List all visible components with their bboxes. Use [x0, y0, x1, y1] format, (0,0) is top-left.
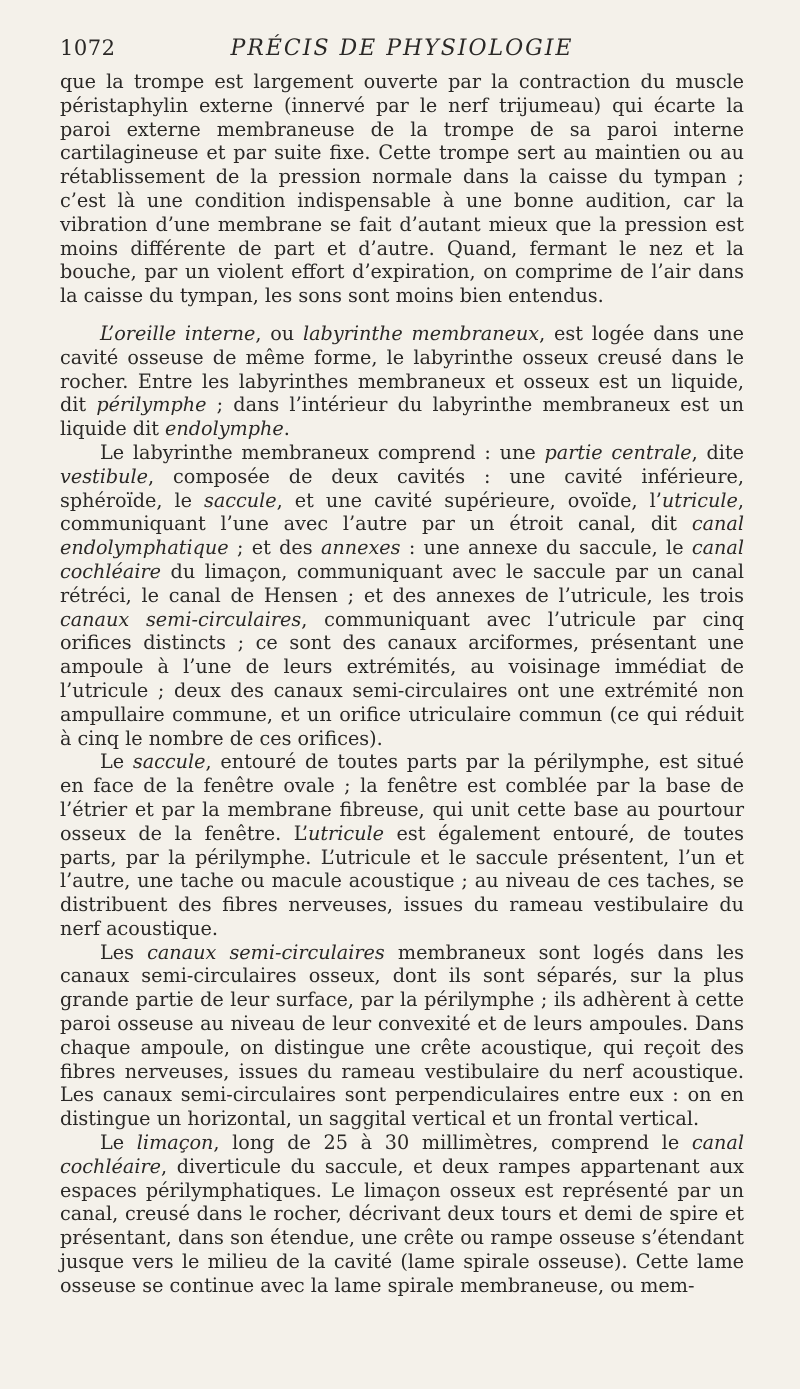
italic-term: partie centrale	[544, 440, 692, 464]
page-body	[60, 70, 744, 1298]
text-run: ; et des	[228, 536, 321, 560]
italic-term: endolymphe	[165, 417, 284, 441]
paragraph-inner-ear	[60, 322, 744, 441]
text-run: Les	[100, 940, 148, 964]
text-run: est également entouré, de toutes parts, par la périlymphe. L’utricule et le saccule présentent, l’un et l’autre, une tache ou macule acoustique ; au niveau de ces taches, se distribuent des fibres nerveuses, issues du rameau vestibulaire du nerf acoustique.	[60, 821, 744, 940]
paragraph-tympan-pressure	[60, 70, 744, 308]
italic-term: canaux semi-circulaires	[60, 607, 302, 631]
italic-term: canal cochléaire	[60, 536, 744, 583]
text-run: , entouré de toutes parts par la périlymphe, est situé en face de la fenêtre ovale ; la fenêtre est comblée par la base de l’étrier et par la membrane fibreuse, qui unit cette base au pourtour osseux de la fenêtre. L’	[60, 750, 744, 845]
paragraph-saccule	[60, 750, 744, 940]
running-title: PRÉCIS DE PHYSIOLOGIE	[230, 36, 574, 61]
page-header	[60, 36, 744, 66]
paragraph-membranous-labyrinth	[60, 441, 744, 750]
text-run: : une annexe du saccule, le	[400, 536, 692, 560]
text-run: Le	[100, 1131, 137, 1155]
italic-term: canaux semi-circulaires	[147, 940, 385, 964]
italic-term: utricule	[307, 821, 384, 845]
italic-term: périlymphe	[96, 393, 207, 417]
text-run: , dite	[691, 440, 744, 464]
text-run: ; dans l’intérieur du labyrinthe membraneux est un liquide dit	[60, 393, 744, 441]
text-run: Le labyrinthe membraneux comprend : une	[100, 440, 545, 464]
text-run: Le	[100, 750, 133, 774]
italic-term: labyrinthe membraneux	[302, 321, 540, 345]
text-run: , communiquant avec l’utricule par cinq orifices distincts ; ce sont des canaux arciformes, présentant une ampoule à l’une de leurs extrémités, au voisinage immédiat de l’utricule ; deux des canaux semi-circulaires ont une extrémité non ampullaire commune, et un orifice utriculaire commun (ce qui réduit à cinq le nombre de ces orifices).	[60, 607, 744, 750]
text-run: , ou	[255, 321, 303, 345]
italic-term: saccule	[132, 750, 206, 774]
text-run: du limaçon, communiquant avec le saccule par un canal rétréci, le canal de Hensen ; et des annexes de l’utricule, les trois	[60, 559, 744, 607]
text-run: .	[283, 417, 290, 441]
paragraph-semicircular-canals	[60, 941, 744, 1131]
text-run: , et une cavité supérieure, ovoïde, l’	[276, 488, 662, 512]
paragraph-cochlea	[60, 1131, 744, 1298]
text-run: , diverticule du saccule, et deux rampes appartenant aux espaces périlymphatiques. Le limaçon osseux est représenté par un canal, creusé dans le rocher, décrivant deux tours et demi de spire et présentant, dans son étendue, une crête ou rampe osseuse s’étendant jusque vers le milieu de la cavité (lame spirale osseuse). Cette lame osseuse se continue avec la lame spirale membraneuse, ou mem-	[60, 1154, 744, 1297]
text-run: membraneux sont logés dans les canaux semi-circulaires osseux, dont ils sont séparés, sur la plus grande partie de leur surface, par la périlymphe ; ils adhèrent à cette paroi osseuse au niveau de leur convexité et de leurs ampoules. Dans chaque ampoule, on distingue une crête acoustique, qui reçoit des fibres nerveuses, issues du rameau vestibulaire du nerf acoustique. Les canaux semi-circulaires sont perpendiculaires entre eux : on en distingue un horizontal, un saggital vertical et un frontal vertical.	[60, 940, 744, 1131]
italic-term: canal cochléaire	[60, 1131, 744, 1178]
italic-term: vestibule	[60, 464, 149, 488]
page-number: 1072	[60, 36, 116, 60]
italic-term: saccule	[204, 488, 277, 512]
text-run: , est logée dans une cavité osseuse de même forme, le labyrinthe osseux creusé dans le rocher. Entre les labyrinthes membraneux et osseux est un liquide, dit	[60, 321, 744, 417]
italic-term: limaçon	[136, 1131, 214, 1155]
text-run: , communiquant l’une avec l’autre par un étroit canal, dit	[60, 488, 744, 536]
italic-term: oreille interne	[114, 321, 256, 345]
italic-term: annexes	[320, 536, 401, 560]
italic-term: L’	[100, 321, 115, 345]
italic-term: utricule	[661, 488, 738, 512]
text-run: , composée de deux cavités : une cavité inférieure, sphéroïde, le	[60, 464, 744, 512]
italic-term: canal endolymphatique	[60, 512, 744, 560]
text-run: que la trompe est largement ouverte par la contraction du muscle péristaphylin externe (innervé par le nerf trijumeau) qui écarte la paroi externe membraneuse de la trompe de sa paroi interne cartilagineuse et par suite fixe. Cette trompe sert au maintien ou au rétablissement de la pression normale dans la caisse du tympan ; c’est là une condition indispensable à une bonne audition, car la vibration d’une membrane se fait d’autant mieux que la pression est moins différente de part et d’autre. Quand, fermant le nez et la bouche, par un violent effort d’expiration, on comprime de l’air dans la caisse du tympan, les sons sont moins bien entendus.	[60, 70, 744, 308]
text-run: , long de 25 à 30 millimètres, comprend le	[213, 1131, 692, 1155]
